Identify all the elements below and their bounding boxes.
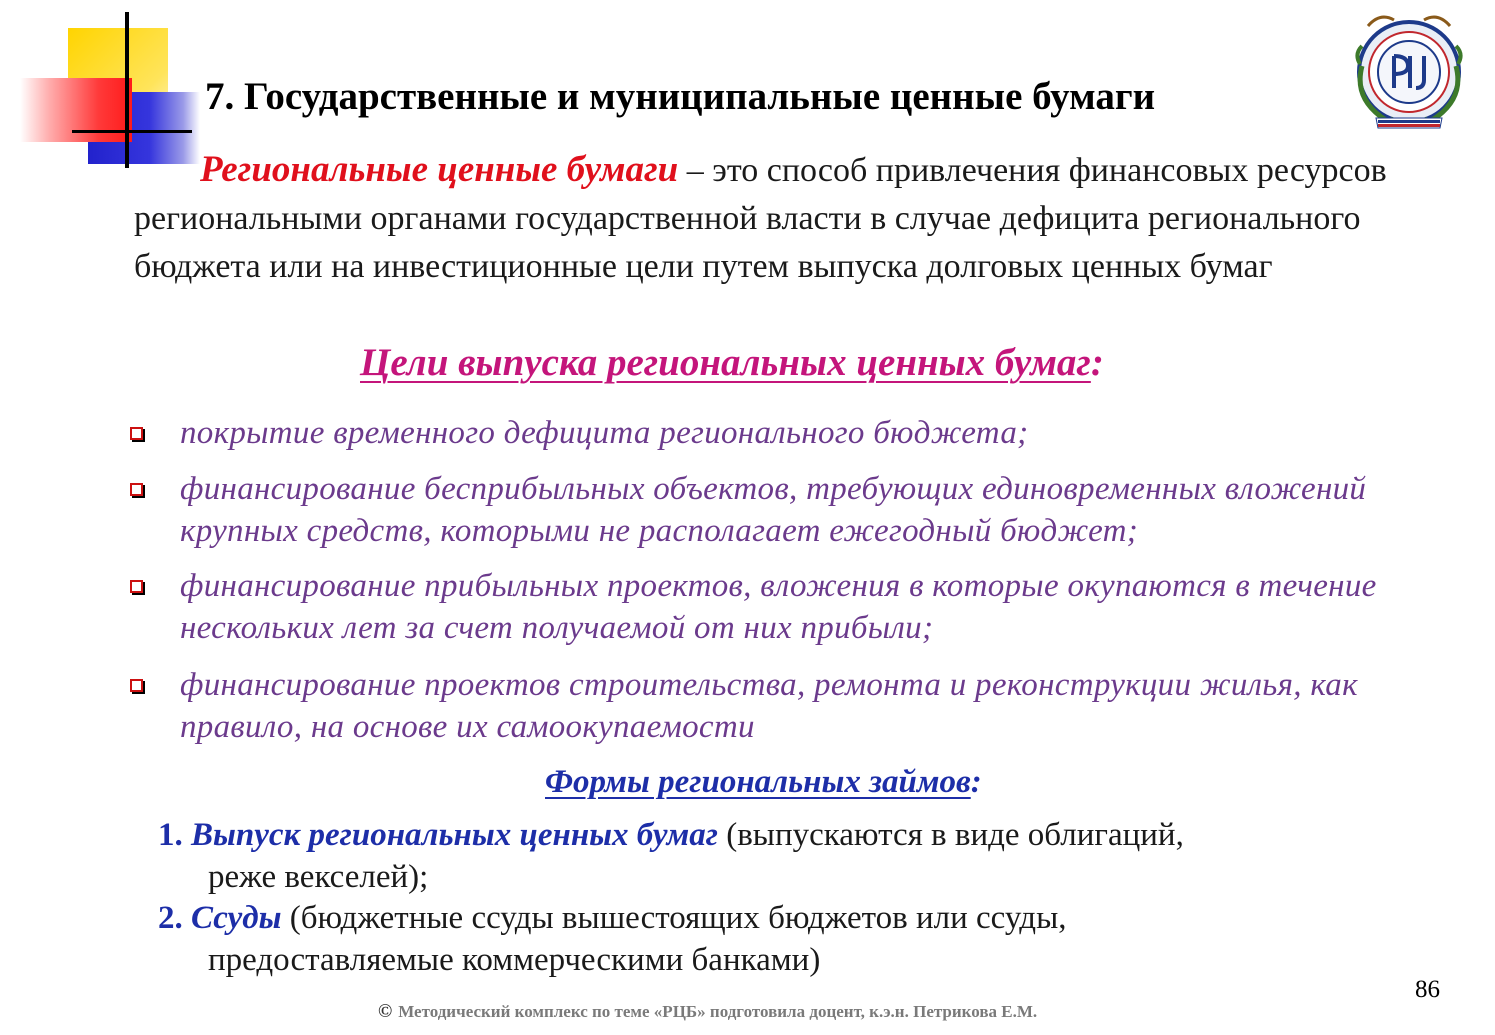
decor-horizontal-line xyxy=(72,130,192,133)
definition-paragraph xyxy=(134,146,1474,291)
footer-text: Методический комплекс по теме «РЦБ» подготовила доцент, к.э.н. Петрикова Е.М. xyxy=(398,1002,1038,1021)
form-number: 2. xyxy=(158,900,183,936)
goals-heading xyxy=(360,340,1104,385)
slide-title: 7. Государственные и муниципальные ценные бумаги xyxy=(205,75,1156,118)
form-description: (бюджетные ссуды вышестоящих бюджетов или ссуды, xyxy=(289,900,1067,936)
goals-heading-text: Цели выпуска региональных ценных бумаг xyxy=(360,341,1091,384)
form-item xyxy=(158,814,1458,898)
forms-heading xyxy=(545,764,982,801)
page-number: 86 xyxy=(1415,976,1440,1003)
goal-text: финансирование бесприбыльных объектов, требующих единовременных вложений крупных средств, которыми не располагает ежегодный бюджет; xyxy=(180,471,1367,549)
form-number: 1. xyxy=(158,817,183,853)
form-name: Выпуск региональных ценных бумаг xyxy=(191,817,718,853)
square-bullet-icon xyxy=(130,679,143,692)
square-bullet-icon xyxy=(130,580,143,593)
form-description: (выпускаются в виде облигаций, xyxy=(726,817,1184,853)
university-emblem-icon xyxy=(1350,6,1468,134)
goals-heading-colon: : xyxy=(1090,341,1104,384)
goal-text: финансирование проектов строительства, ремонта и реконструкции жилья, как правило, на основе их самоокупаемости xyxy=(180,667,1358,745)
square-bullet-icon xyxy=(130,427,143,440)
definition-term: Региональные ценные бумаги xyxy=(200,149,679,190)
forms-heading-text: Формы региональных займов xyxy=(545,764,971,800)
forms-heading-colon: : xyxy=(970,764,982,800)
definition-text: это способ привлечения финансовых ресурсов региональными органами государственной власти в случае дефицита регионального бюджета или на инвестиционные цели путем выпуска долговых ценных бумаг xyxy=(134,152,1387,285)
form-description-cont: реже векселей); xyxy=(208,859,429,895)
footer xyxy=(378,1001,1037,1023)
form-description-cont: предоставляемые коммерческими банками) xyxy=(208,942,821,978)
definition-dash: – xyxy=(686,152,704,189)
form-name: Ссуды xyxy=(191,900,282,936)
square-bullet-icon xyxy=(130,483,143,496)
form-item xyxy=(158,897,1458,981)
decor-vertical-line xyxy=(125,12,129,168)
goal-text: финансирование прибыльных проектов, вложения в которые окупаются в течение нескольких лет за счет получаемой от них прибыли; xyxy=(180,568,1377,646)
goal-text: покрытие временного дефицита регионального бюджета; xyxy=(180,415,1029,451)
copyright-icon: © xyxy=(378,1001,393,1022)
